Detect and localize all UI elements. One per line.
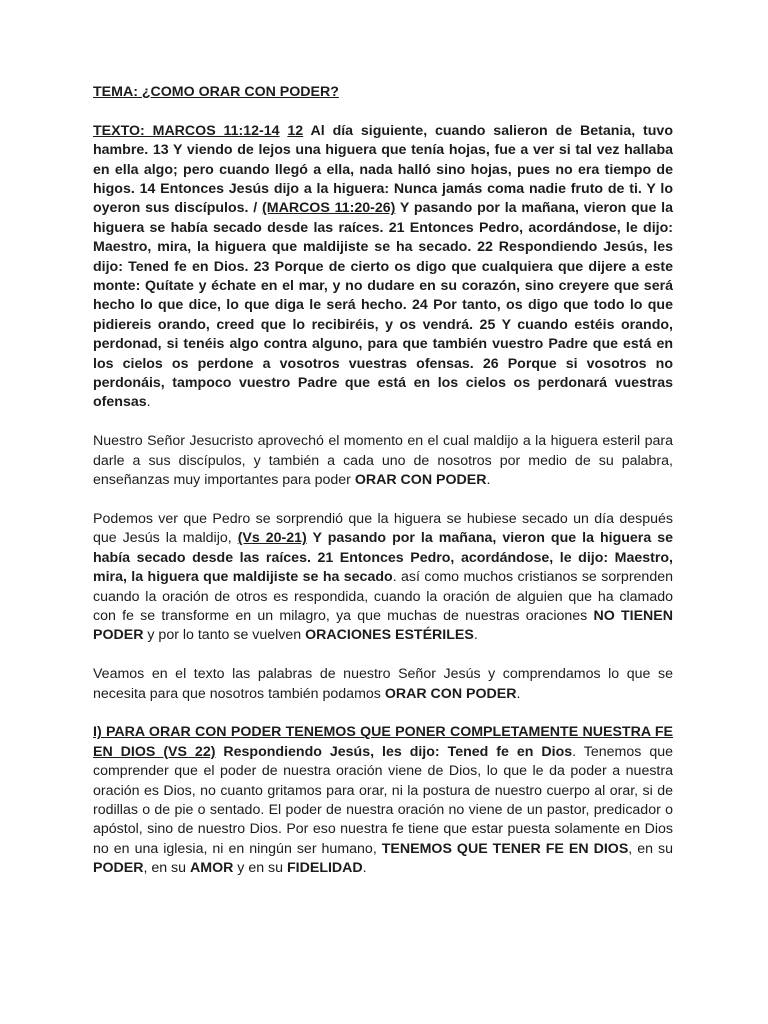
section1-bold1: TENEMOS QUE TENER FE EN DIOS [381, 840, 629, 857]
section1-end: . [362, 860, 367, 877]
paragraph-1 [93, 432, 673, 490]
section1-bold2: PODER [93, 860, 144, 877]
para3-end: . [516, 685, 521, 702]
paragraph-3 [93, 665, 673, 704]
para2-text1: Podemos ver que Pedro se sorprendió que la higuera se hubiese secado un día después que Jesús la maldijo, [93, 510, 673, 547]
section1-heading: I) PARA ORAR CON PODER TENEMOS QUE PONER COMPLETAMENTE NUESTRA FE EN DIOS (VS 22) [93, 724, 673, 760]
section1-text2: , en su [628, 840, 673, 857]
para2-bold1: NO TIENEN PODER [93, 607, 673, 644]
section-1 [93, 723, 673, 878]
paragraph-2 [93, 510, 673, 646]
para2-reference: (Vs 20-21) [237, 530, 307, 547]
text-reference: TEXTO: MARCOS 11:12-14 [93, 122, 280, 139]
para2-bible: Y pasando por la mañana, vieron que la higuera se había secado desde las raíces. 21 Entonces Pedro, acordándose, le dijo: Maestro, mira, la higuera que maldijiste se ha secado [93, 530, 674, 586]
para1-bold: ORAR CON PODER [354, 472, 487, 489]
spacer [93, 646, 673, 665]
para3-text: Veamos en el texto las palabras de nuestro Señor Jesús y comprendamos lo que se necesita para que nosotros también podamos [93, 666, 673, 702]
page-title [93, 83, 673, 102]
spacer [93, 491, 673, 510]
title-text: TEMA: ¿COMO ORAR CON PODER? [93, 84, 339, 100]
passage-part2: Y pasando por la mañana, vieron que la higuera se había secado desde las raíces. 21 Entonces Pedro, acordándose, le dijo: Maestro, mira, la higuera que maldijiste se ha secado. 22 Respondiendo Jesús, les dijo: Tened fe en Dios. 23 Porque de cierto os digo que cualquiera que dijere a este monte: Quítate y échate en el mar, y no dudare en su corazón, sino creyere que será hecho lo que dice, lo que diga le será hecho. 24 Por tanto, os digo que todo lo que pidiereis orando, creed que lo recibiréis, y os vendrá. 25 Y cuando estéis orando, perdonad, si tenéis algo contra alguno, para que también vuestro Padre que está en los cielos os perdone a vosotros vuestras ofensas. 26 Porque si vosotros no perdonáis, tampoco vuestro Padre que está en los cielos os perdonará vuestras ofensas [93, 200, 673, 411]
section1-bold4: FIDELIDAD [287, 860, 363, 877]
section1-bible: Respondiendo Jesús, les dijo: Tened fe en Dios [215, 743, 573, 760]
section1-text1: . Tenemos que comprender que el poder de nuestra oración viene de Dios, lo que le da poder a nuestra oración es Dios, no cuanto gritamos para orar, ni la postura de nuestro cuerpo al orar, si de rodillas o de pie o sentado. El poder de nuestra oración no viene de un pastor, predicador o apóstol, sino de nuestro Dios. Por eso nuestra fe tiene que estar puesta solamente en Dios no en una iglesia, ni en ningún ser humano, [93, 743, 673, 857]
para3-bold: ORAR CON PODER [384, 685, 517, 702]
spacer [93, 102, 673, 121]
section1-bold3: AMOR [190, 860, 234, 877]
document-page [93, 83, 673, 879]
para2-bold2: ORACIONES ESTÉRILES [305, 627, 474, 644]
passage-part1: Al día siguiente, cuando salieron de Betania, tuvo hambre. 13 Y viendo de lejos una higuera que tenía hojas, fue a ver si tal vez hallaba en ella algo; pero cuando llegó a ella, nada halló sino hojas, pues no era tiempo de higos. 14 Entonces Jesús dijo a la higuera: Nunca jamás coma nadie fruto de ti. Y lo oyeron sus discípulos. / [93, 122, 673, 217]
section1-text4: y en su [233, 860, 287, 877]
scripture-passage [93, 122, 673, 413]
passage-reference-2: (MARCOS 11:20-26) [262, 200, 396, 217]
passage-end: . [146, 394, 151, 411]
para1-end: . [486, 472, 491, 489]
para1-text: Nuestro Señor Jesucristo aprovechó el momento en el cual maldijo a la higuera esteril para darle a sus discípulos, y también a cada uno de nosotros por medio de su palabra, enseñanzas muy importantes para poder [93, 433, 673, 489]
para2-end: . [473, 627, 478, 644]
spacer [93, 413, 673, 432]
para2-text3: y por lo tanto se vuelven [143, 627, 306, 644]
verse-number: 12 [287, 122, 304, 139]
spacer [93, 704, 673, 723]
para2-text2: . así como muchos cristianos se sorprenden cuando la oración de otros es respondida, cuando la oración de alguien que ha clamado con fe se transforme en un milagro, ya que muchas de nuestras oraciones [93, 569, 673, 624]
section1-text3: , en su [143, 860, 190, 877]
